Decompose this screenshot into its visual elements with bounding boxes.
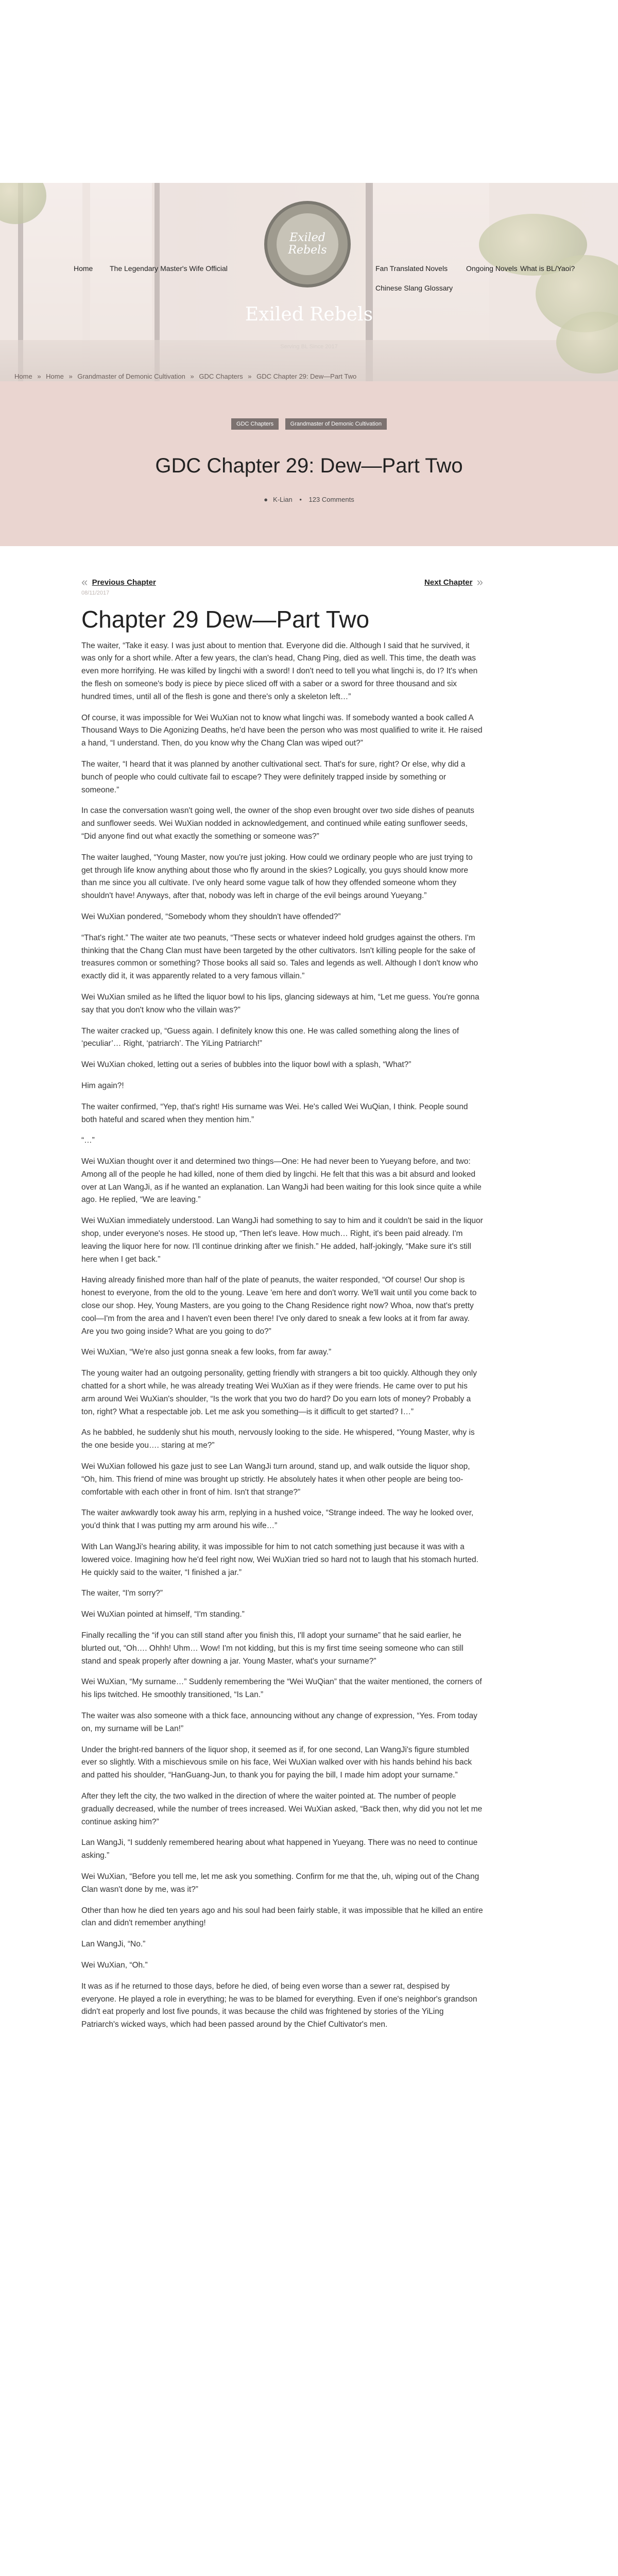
chapter-paragraph: The waiter, “I'm sorry?” [81,1589,163,1598]
chapter-paragraph: The waiter laughed, “Young Master, now you're just joking. How could we ordinary people who are just trying to get through life know anything about those who fly around in the skies? Logically, you guys should know more than me since you all cultivate. I've only heard some vague talk of how they offended someone whom they shouldn't have! Anyways, after that, nobody was left in charge of the evil beings around Yueyang.” [81,853,473,901]
chapter-paragraph: As he babbled, he suddenly shut his mouth, nervously looking to the side. He whispered, “Young Master, why is the one beside you…. staring at me?” [81,1428,475,1450]
post-title: GDC Chapter 29: Dew—Part Two [155,454,463,477]
site-header [0,183,618,381]
site-tagline: Serving BL Since 2017 [280,344,338,350]
double-chevron-left-icon: « [81,575,88,588]
chapter-title: Chapter 29 Dew—Part Two [81,606,370,633]
chapter-paragraph: Wei WuXian choked, letting out a series of bubbles into the liquor bowl with a splash, “What?” [81,1060,411,1070]
post-meta [0,496,618,503]
breadcrumb-home-2[interactable]: Home [46,372,64,380]
chapter-paragraph: Wei WuXian thought over it and determined two things—One: He had never been to Yueyang before, and two: Among all of the people he had killed, none of them died by lingchi. He felt that this was a bit absurd and looked over at Lan WangJi, as if he wanted an explanation. Lan WangJi had been waiting for this look since quite a while ago. He replied, “We are leaving.” [81,1157,482,1205]
nav-legendary-masters-wife[interactable]: The Legendary Master's Wife Official [110,264,228,273]
next-chapter-label[interactable]: Next Chapter [424,578,473,587]
next-chapter-link[interactable] [424,574,483,588]
chapter-paragraph: Wei WuXian pondered, “Somebody whom they shouldn't have offended?” [81,912,341,921]
tag-gdc-chapters[interactable]: GDC Chapters [231,418,279,430]
chapter-paragraph: Wei WuXian followed his gaze just to see Lan WangJi turn around, stand up, and walk outside the liquor shop, “Oh, him. This friend of mine was brought up strictly. He absolutely hates it when other people are being too-comfortable with each other in front of him. Isn't that strange?” [81,1462,470,1497]
chapter-paragraph: Wei WuXian, “My surname…” Suddenly remembering the “Wei WuQian” that the waiter mentioned, the corners of his lips twitched. He smoothly transitioned, “Is Lan.” [81,1677,482,1700]
breadcrumb-separator: » [248,372,252,380]
chapter-paragraph: “…” [81,1136,95,1145]
breadcrumb-grandmaster[interactable]: Grandmaster of Demonic Cultivation [77,372,185,380]
chapter-paragraph: The waiter awkwardly took away his arm, replying in a hushed voice, “Strange indeed. The way he looked over, you'd think that I was putting my arm around his wife…” [81,1509,474,1531]
post-tags [0,418,618,430]
chapter-paragraph: The waiter confirmed, “Yep, that's right! His surname was Wei. He's called Wei WuQian, I think. People sound both hateful and scared when they mention him.” [81,1102,468,1124]
chapter-paragraph: Finally recalling the “if you can still stand after you finish this, I'll adopt your surname” that he said earlier, he blurted out, “Oh…. Ohhh! Uhm… Wow! I'm not kidding, but this is my first time seeing someone who can still stand and speak properly after downing a jar. Young Master, what's your surname?” [81,1631,464,1666]
chapter-paragraph: The young waiter had an outgoing personality, getting friendly with strangers a bit too quickly. Although they only chatted for a short while, he was already treating Wei WuXian as if they were friends. He came over to put his arm around Wei WuXian's shoulder, “Is the work that you two do hard? Do you earn lots of money? Probably a ton, right? What a respectable job. Let me ask you something—is it difficult to get started? I…” [81,1369,477,1416]
chapter-paragraph: Wei WuXian, “Oh.” [81,1960,148,1970]
post-title-band [0,381,618,546]
previous-chapter-link[interactable] [81,574,156,588]
chapter-paragraph: It was as if he returned to those days, before he died, of being even worse than a sewer rat, despised by everyone. He played a role in everything; he was to be blamed for everything. Even if one's neighbor's grandson didn't eat properly and lost five pounds, it was because the child was frightened by stories of the YiLing Patriarch's wicked ways, which had been passed around by the Chief Cultivator's men. [81,1981,477,2029]
breadcrumb-home[interactable]: Home [14,372,32,380]
breadcrumb-separator: » [190,372,194,380]
chapter-paragraph: Lan WangJi, “No.” [81,1940,146,1949]
breadcrumb-gdc-chapters[interactable]: GDC Chapters [199,372,243,380]
breadcrumb-current: GDC Chapter 29: Dew—Part Two [256,372,357,380]
separator-dot: • [299,496,302,503]
double-chevron-right-icon: » [476,575,483,588]
chapter-paragraph: The waiter was also someone with a thick face, announcing without any change of expression, “Yes. From today on, my surname will be Lan!” [81,1711,477,1733]
post-content [81,574,483,2040]
chapter-body [81,640,483,2031]
chapter-paragraph: Wei WuXian smiled as he lifted the liquor bowl to his lips, glancing sideways at him, “Let me guess. You're gonna say that you don't know who the villain was?” [81,992,479,1014]
breadcrumb-separator: » [68,372,73,380]
site-logo[interactable] [264,201,351,287]
breadcrumb [14,372,359,380]
chapter-paragraph: “That's right.” The waiter ate two peanuts, “These sects or whatever indeed hold grudges against the others. I'm thinking that the Chang Clan must have been targeted by the other cultivators. Isn't killing people for the sake of treasures common or something? Those books all said so. Tales and legends as well. Although I don't know who exactly did it, it was apparently related to a very famous villain.” [81,933,478,981]
nav-ongoing-novels[interactable]: Ongoing Novels [466,264,518,273]
site-title[interactable]: Exiled Rebels [245,304,373,325]
post-date: 08/11/2017 [81,590,110,596]
chapter-paragraph: Wei WuXian pointed at himself, “I'm standing.” [81,1610,245,1619]
chapter-paragraph: The waiter, “Take it easy. I was just about to mention that. Everyone did die. Although I said that he survived, it was only for a short while. After a few years, the clan's head, Chang Ping, died as well. This time, the death was even more horrifying. He was killed by lingchi with a sword! I don't need to tell you what lingchi is, do I? It's when the flesh on someone's body is piece by piece sliced off with a saber or a sword for three thousand and six hundred times, until all of the flesh is gone and there's only a skeleton left…” [81,641,478,701]
person-icon: ● [264,496,268,503]
nav-what-is-bl[interactable]: What is BL/Yaoi? [520,264,575,273]
previous-chapter-label[interactable]: Previous Chapter [92,578,156,587]
chapter-paragraph: Wei WuXian, “We're also just gonna sneak a few looks, from far away.” [81,1348,332,1357]
chapter-paragraph: Wei WuXian, “Before you tell me, let me ask you something. Confirm for me that the, uh, wiping out of the Chang Clan wasn't done by me, was it?” [81,1872,479,1894]
post-author[interactable]: K-Lian [273,496,293,503]
chapter-paragraph: Him again?! [81,1081,124,1090]
chapter-paragraph: Other than how he died ten years ago and his soul had been fairly stable, it was impossible that he killed an entire clan and didn't remember anything! [81,1906,483,1928]
chapter-paragraph: After they left the city, the two walked in the direction of where the waiter pointed at. The number of people gradually decreased, while the number of trees increased. Wei WuXian asked, “Back then, why did you not let me continue asking him?” [81,1791,483,1826]
chapter-paragraph: Having already finished more than half of the plate of peanuts, the waiter responded, “Of course! Our shop is honest to everyone, from the old to the young. Leave 'em here and don't worry. We'll wait until you come back to close our shop. Hey, Young Masters, are you going to the Chang Residence right now? Whoa, now that's pretty cool—I'm from the area and I haven't even been there! I've only dared to sneak a few looks at it from far away. Are you two going inside? What are you going to do?” [81,1276,477,1336]
chapter-navigation [81,574,483,590]
chapter-paragraph: The waiter cracked up, “Guess again. I definitely know this one. He was called something along the lines of ‘peculiar’… Right, ‘patriarch’. The YiLing Patriarch!” [81,1026,459,1048]
nav-home[interactable]: Home [74,264,93,273]
top-blank-area [0,0,618,183]
chapter-paragraph: Lan WangJi, “I suddenly remembered hearing about what happened in Yueyang. There was no need to continue asking.” [81,1838,478,1860]
chapter-paragraph: With Lan WangJi's hearing ability, it was impossible for him to not catch something just because it was with a lowered voice. Imagining how he'd feel right now, Wei WuXian tried so hard not to laugh that his stomach hurted. He quickly said to the waiter, “I finished a jar.” [81,1543,478,1577]
chapter-paragraph: Wei WuXian immediately understood. Lan WangJi had something to say to him and it couldn't be said in the liquor shop, under everyone's noses. He stood up, “Then let's leave. How much… Right, it's been paid already. I'm leaving the liquor here for now. I'll continue drinking after we finish.” He added, half-jokingly, “Make sure it's still here when I get back.” [81,1216,483,1264]
breadcrumb-separator: » [37,372,41,380]
chapter-paragraph: The waiter, “I heard that it was planned by another cultivational sect. That's for sure, right? Or else, why did a bunch of people who could cultivate fail to escape? They were definitely trapped inside by something or someone.” [81,759,466,794]
chapter-paragraph: Under the bright-red banners of the liquor shop, it seemed as if, for one second, Lan WangJi's figure stumbled ever so slightly. With a mischievous smile on his face, Wei WuXian walked over with his hands behind his back and patted his shoulder, “HanGuang-Jun, to thank you for paying the bill, I made him adopt your surname.” [81,1745,472,1780]
post-comments[interactable]: 123 Comments [308,496,354,503]
logo-text: Exiled Rebels [277,213,338,275]
tag-grandmaster[interactable]: Grandmaster of Demonic Cultivation [285,418,387,430]
chapter-paragraph: Of course, it was impossible for Wei WuXian not to know what lingchi was. If somebody wanted a book called A Thousand Ways to Die Agonizing Deaths, he'd have been the person who was most qualified to write it. He raised a hand, “I understand. Then, do you know why the Chang Clan was wiped out?” [81,713,483,748]
nav-fan-translated-novels[interactable]: Fan Translated Novels [375,264,448,273]
nav-chinese-slang-glossary[interactable]: Chinese Slang Glossary [375,284,453,292]
chapter-paragraph: In case the conversation wasn't going well, the owner of the shop even brought over two side dishes of peanuts and sunflower seeds. Wei WuXian nodded in acknowledgement, and continued while eating sunflower seeds, “Did anyone find out what exactly the something or someone was?” [81,806,474,841]
